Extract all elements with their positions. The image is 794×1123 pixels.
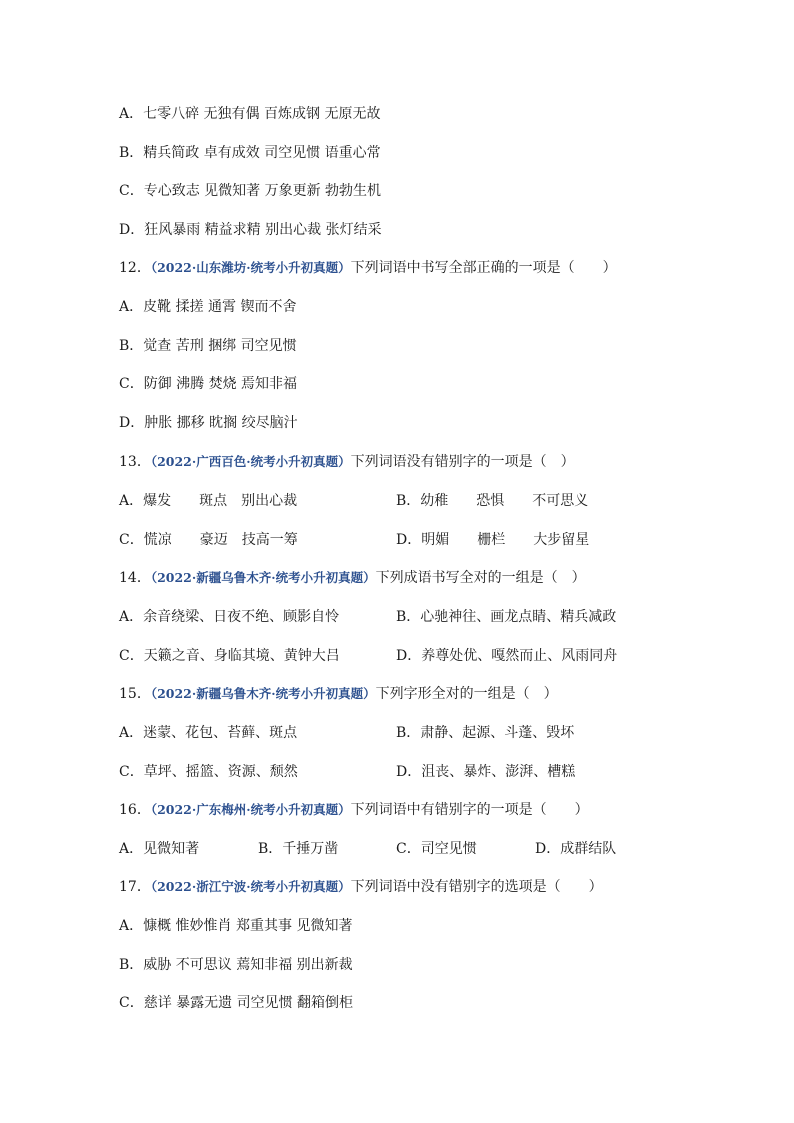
question-stem: 下列成语书写全对的一组是（ ） — [375, 570, 586, 586]
q15-option-a: A．迷蒙、花包、苔藓、斑点 — [119, 725, 298, 741]
q13-option-d: D．明媚 栅栏 大步留星 — [396, 532, 590, 548]
q17-option-b: B．威胁 不可思议 蔫知非福 别出新裁 — [119, 957, 353, 973]
q15-stem-line — [119, 684, 558, 704]
question-source: （2022·新疆乌鲁木齐·统考小升初真题） — [150, 686, 376, 701]
question-source: （2022·广西百色·统考小升初真题） — [150, 454, 351, 469]
question-stem: 下列词语中书写全部正确的一项是（ ） — [350, 260, 617, 276]
q16-option-c: C．司空见惯 — [396, 841, 477, 857]
q12-option-c: C．防御 沸腾 焚烧 焉知非福 — [119, 376, 298, 392]
q12-stem-line — [119, 258, 617, 278]
question-stem: 下列字形全对的一组是（ ） — [375, 686, 558, 702]
question-number: 17． — [119, 879, 151, 895]
q14-option-d: D．养尊处优、嘎然而止、风雨同舟 — [396, 648, 618, 664]
q12-option-a: A．皮靴 揉搓 通霄 锲而不舍 — [119, 299, 297, 315]
question-source: （2022·新疆乌鲁木齐·统考小升初真题） — [150, 570, 376, 585]
q11-option-a: A．七零八碎 无独有偶 百炼成钢 无原无故 — [119, 106, 381, 122]
q14-option-a: A．余音绕梁、日夜不绝、顾影自怜 — [119, 609, 340, 625]
question-stem: 下列词语没有错别字的一项是（ ） — [350, 454, 575, 470]
q13-stem-line — [119, 452, 575, 472]
q11-option-d: D．狂风暴雨 精益求精 别出心裁 张灯结采 — [119, 222, 382, 238]
question-number: 13． — [119, 454, 151, 470]
question-source: （2022·山东潍坊·统考小升初真题） — [150, 260, 351, 275]
question-source: （2022·广东梅州·统考小升初真题） — [150, 802, 351, 817]
q12-option-d: D．肿胀 挪移 眈搁 绞尽脑汁 — [119, 415, 298, 431]
question-number: 12． — [119, 260, 151, 276]
q14-option-c: C．天籁之音、身临其境、黄钟大吕 — [119, 648, 340, 664]
question-stem: 下列词语中有错别字的一项是（ ） — [350, 802, 589, 818]
question-source: （2022·浙江宁波·统考小升初真题） — [150, 879, 351, 894]
q13-option-c: C．慌凉 豪迈 技高一筹 — [119, 532, 298, 548]
q17-option-c: C．慈详 暴露无遗 司空见惯 翻箱倒柜 — [119, 995, 354, 1011]
q16-stem-line — [119, 800, 589, 820]
q13-option-b: B．幼稚 恐惧 不可思义 — [396, 493, 589, 509]
q17-option-a: A．慷概 惟妙惟肖 郑重其事 见微知著 — [119, 918, 353, 934]
q12-option-b: B．觉查 苦刑 捆绑 司空见惯 — [119, 338, 297, 354]
q14-stem-line — [119, 568, 586, 588]
q15-option-d: D．沮丧、暴炸、澎湃、槽糕 — [396, 764, 576, 780]
question-number: 14． — [119, 570, 151, 586]
q16-option-b: B．千捶万凿 — [258, 841, 339, 857]
q15-option-c: C．草坪、摇篮、资源、颓然 — [119, 764, 298, 780]
q14-option-b: B．心驰神往、画龙点睛、精兵减政 — [396, 609, 617, 625]
q15-option-b: B．肃静、起源、斗蓬、毁坏 — [396, 725, 575, 741]
q11-option-c: C．专心致志 见微知著 万象更新 勃勃生机 — [119, 183, 382, 199]
question-number: 16． — [119, 802, 151, 818]
q11-option-b: B．精兵简政 卓有成效 司空见惯 语重心常 — [119, 145, 381, 161]
question-stem: 下列词语中没有错别字的选项是（ ） — [350, 879, 603, 895]
q13-option-a: A．爆发 斑点 别出心裁 — [119, 493, 298, 509]
question-number: 15． — [119, 686, 151, 702]
q17-stem-line — [119, 877, 603, 897]
q16-option-d: D．成群结队 — [535, 841, 617, 857]
q16-option-a: A．见微知著 — [119, 841, 200, 857]
